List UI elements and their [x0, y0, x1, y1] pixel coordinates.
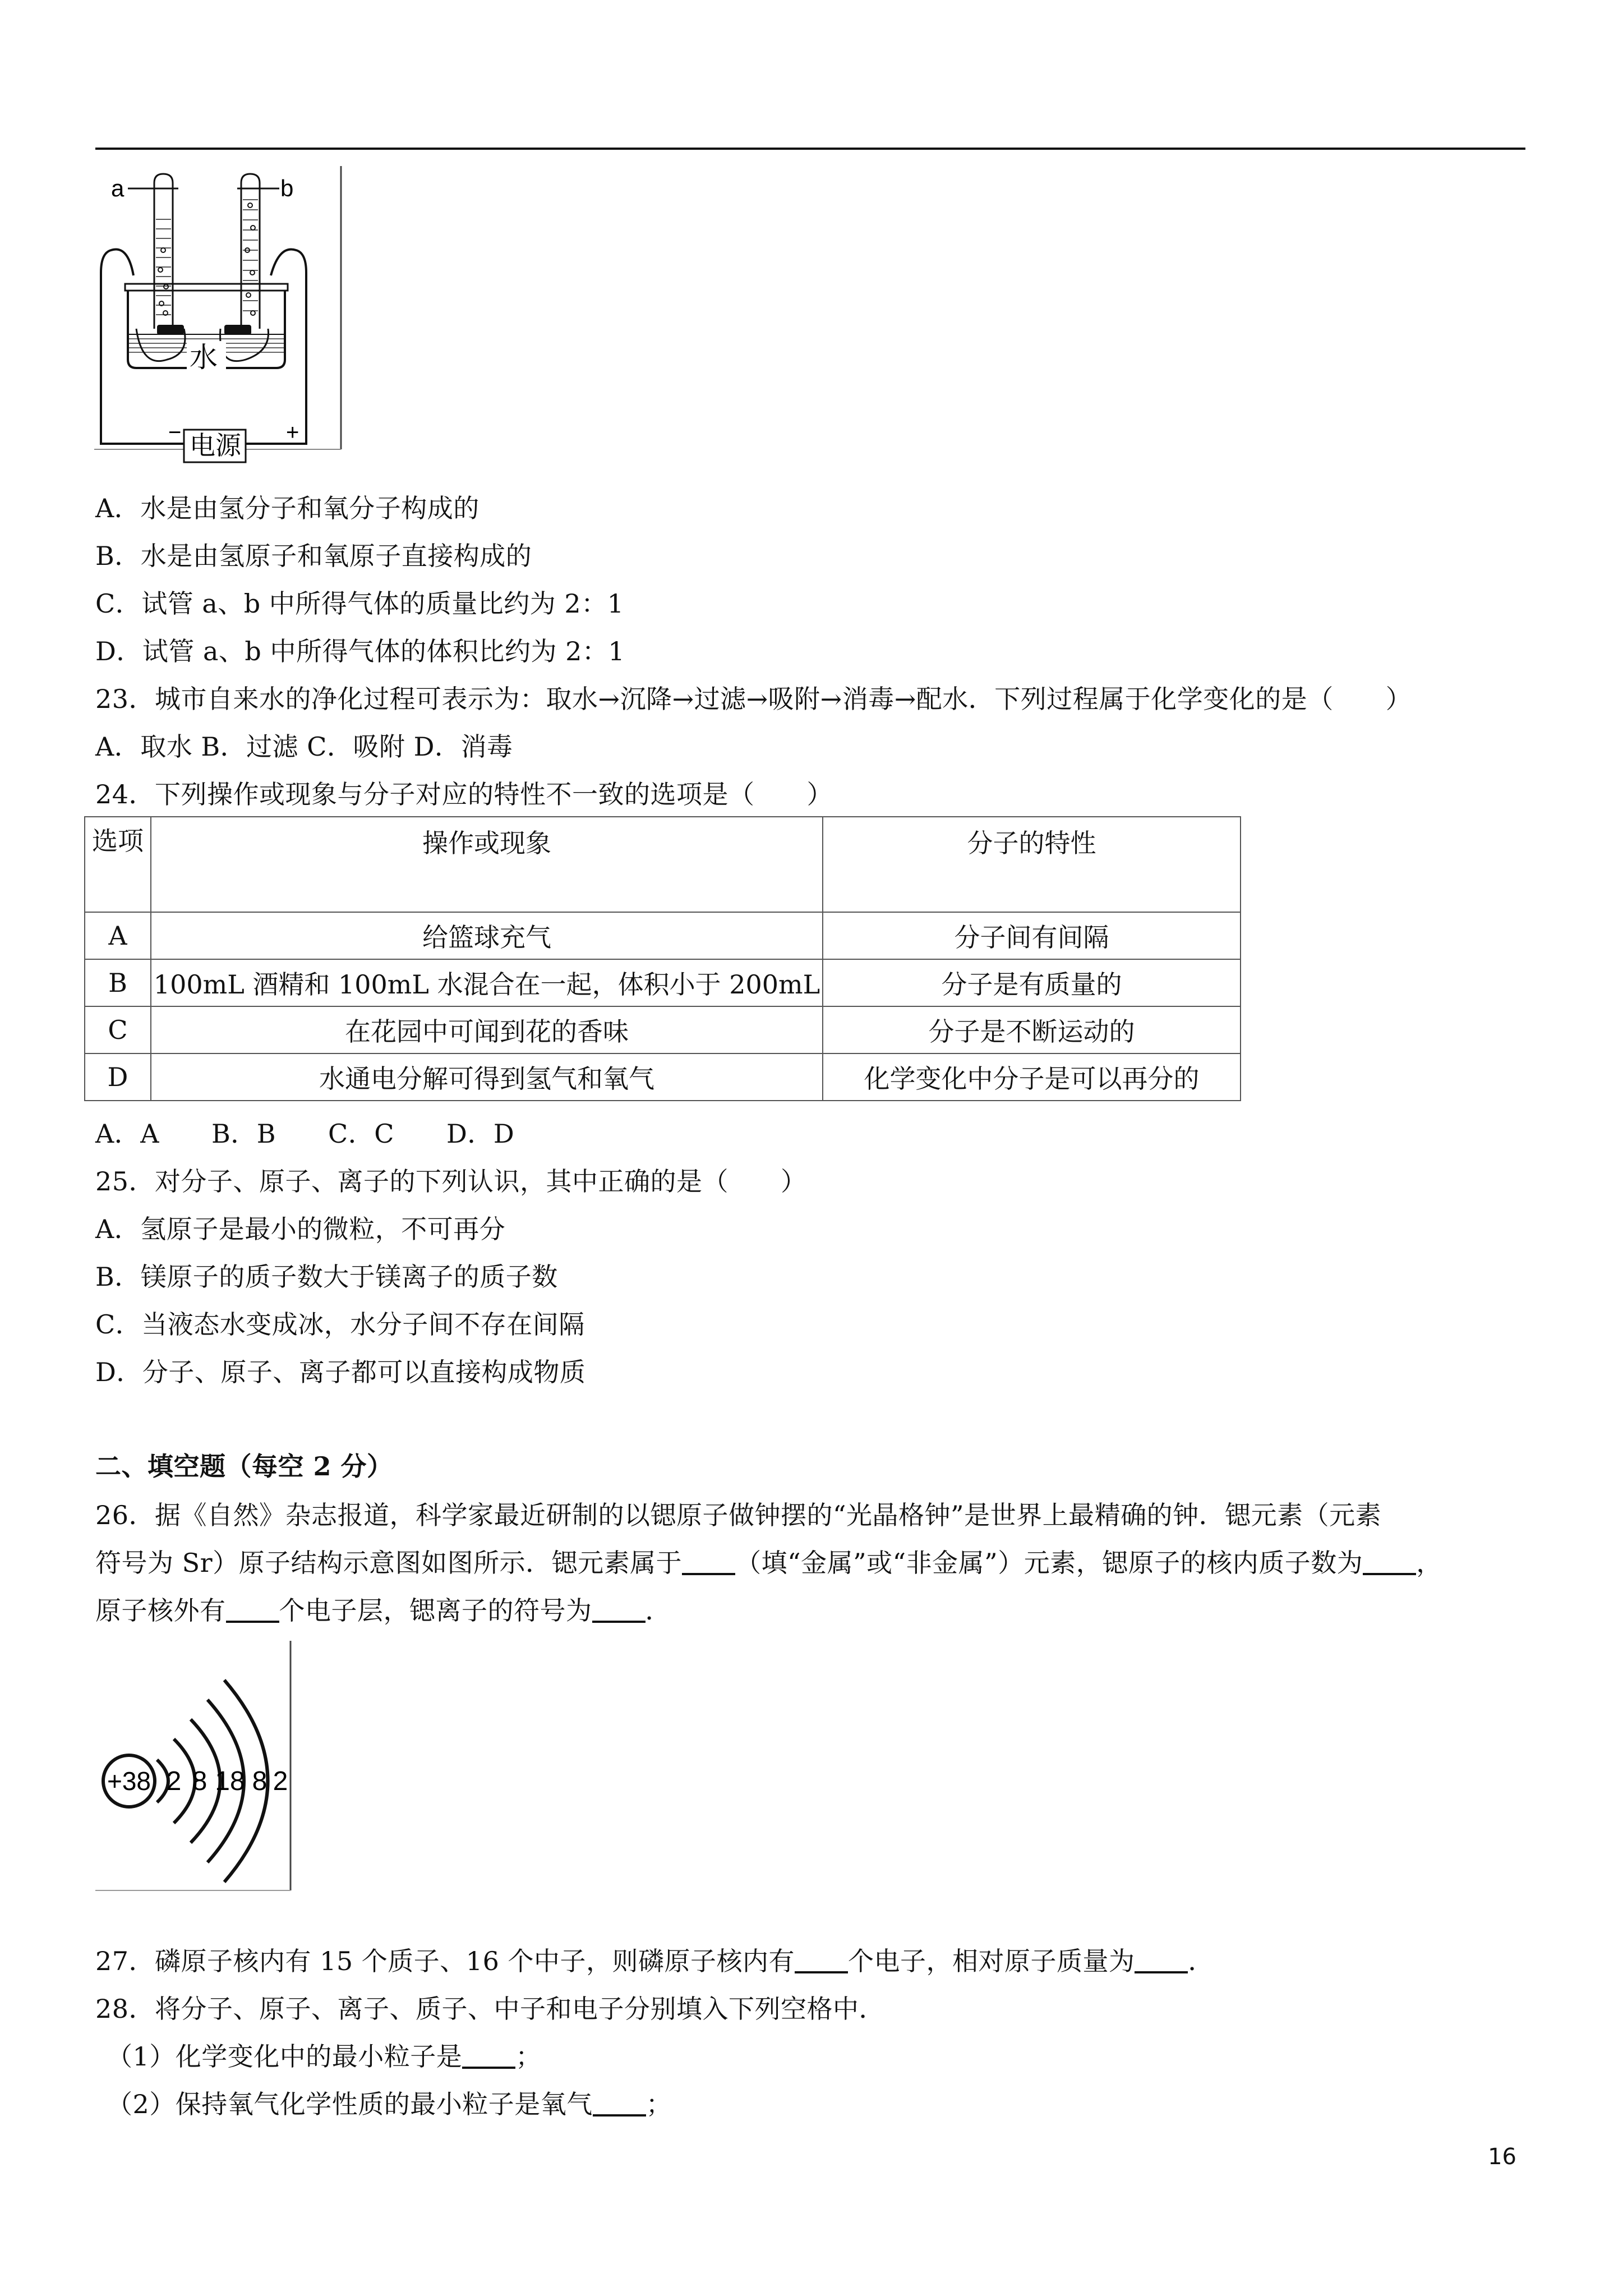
q25-option-c: C．当液态水变成冰，水分子间不存在间隔	[95, 1309, 585, 1340]
q26-line-2	[95, 1543, 1442, 1580]
q28-text: （1）化学变化中的最小粒子是	[107, 2041, 463, 2072]
q24-options: A．A B．B C．C D．D	[95, 1119, 515, 1149]
table-row	[85, 912, 1241, 959]
power-supply-label: 电源	[190, 430, 241, 461]
q22-option-d: D．试管 a、b 中所得气体的体积比约为 2：1	[95, 636, 625, 666]
section-title: 二、填空题（每空 2 分）	[95, 1451, 393, 1481]
row-d-option: D	[85, 1053, 151, 1101]
q22-option-b: B．水是由氢原子和氧原子直接构成的	[95, 541, 532, 571]
q26-text: ．	[645, 1595, 671, 1626]
q28-stem: 28．将分子、原子、离子、质子、中子和电子分别填入下列空格中．	[95, 1994, 886, 2024]
answer-blank	[462, 2041, 515, 2069]
row-a-option: A	[85, 912, 151, 959]
table-row	[85, 959, 1241, 1006]
q26-text: ，	[1416, 1548, 1442, 1578]
row-c-property: 分子是不断运动的	[823, 1006, 1241, 1053]
shell-1-count: 2	[166, 1766, 182, 1796]
row-d-property: 化学变化中分子是可以再分的	[823, 1053, 1241, 1101]
q28-sub-2	[107, 2084, 672, 2121]
answer-blank	[592, 1595, 645, 1623]
shell-5-count: 2	[273, 1766, 288, 1796]
q26-line-3	[95, 1590, 671, 1627]
answer-blank	[1135, 1945, 1188, 1973]
q26-text: 个电子层，锶离子的符号为	[279, 1595, 592, 1626]
header-operation: 操作或现象	[151, 817, 823, 912]
minus-label: −	[168, 420, 182, 445]
row-d-operation: 水通电分解可得到氢气和氧气	[151, 1053, 823, 1101]
q27-text: ．	[1188, 1946, 1214, 1976]
shell-3-count: 18	[215, 1766, 245, 1796]
q27-text: 个电子，相对原子质量为	[847, 1946, 1135, 1976]
q28-text: ；	[515, 2041, 542, 2072]
row-b-operation: 100mL 酒精和 100mL 水混合在一起，体积小于 200mL	[151, 959, 823, 1006]
q24-table	[84, 816, 1241, 1101]
row-a-operation: 给篮球充气	[151, 912, 823, 959]
q24-stem: 24．下列操作或现象与分子对应的特性不一致的选项是（ ）	[95, 779, 833, 809]
tube-a-label: a	[111, 175, 125, 201]
shell-4-count: 8	[252, 1766, 268, 1796]
page-number: 16	[1488, 2144, 1516, 2170]
electrolysis-apparatus-figure	[94, 166, 347, 469]
q22-option-a: A．水是由氢分子和氧分子构成的	[95, 493, 479, 523]
q28-text: ；	[645, 2089, 672, 2119]
row-c-option: C	[85, 1006, 151, 1053]
strontium-atom-diagram	[95, 1641, 297, 1893]
q28-text: （2）保持氧气化学性质的最小粒子是氧气	[107, 2089, 593, 2119]
plus-label: +	[286, 420, 299, 445]
answer-blank	[682, 1547, 735, 1575]
answer-blank	[593, 2088, 646, 2116]
water-label: 水	[190, 341, 218, 374]
answer-blank	[1363, 1547, 1416, 1575]
row-b-option: B	[85, 959, 151, 1006]
q27-text: 27．磷原子核内有 15 个质子、16 个中子，则磷原子核内有	[95, 1946, 795, 1976]
table-row	[85, 1053, 1241, 1101]
answer-blank	[795, 1945, 848, 1973]
tube-b-label: b	[280, 175, 294, 201]
row-b-property: 分子是有质量的	[823, 959, 1241, 1006]
q26-text: 符号为 Sr）原子结构示意图如图所示．锶元素属于	[95, 1548, 683, 1578]
table-row	[85, 1006, 1241, 1053]
q23-stem: 23．城市自来水的净化过程可表示为：取水→沉降→过滤→吸附→消毒→配水．下列过程属于化学变化的是（ ）	[95, 684, 1412, 714]
header-rule	[95, 148, 1525, 150]
q25-stem: 25．对分子、原子、离子的下列认识，其中正确的是（ ）	[95, 1166, 807, 1197]
nucleus-label: +38	[107, 1766, 151, 1796]
answer-blank	[226, 1595, 279, 1623]
q25-option-d: D．分子、原子、离子都可以直接构成物质	[95, 1357, 586, 1387]
q22-option-c: C．试管 a、b 中所得气体的质量比约为 2：1	[95, 588, 624, 619]
row-a-property: 分子间有间隔	[823, 912, 1241, 959]
header-option: 选项	[85, 817, 151, 912]
shell-2-count: 8	[192, 1766, 208, 1796]
q23-options: A．取水 B．过滤 C．吸附 D．消毒	[95, 731, 513, 762]
q25-option-b: B．镁原子的质子数大于镁离子的质子数	[95, 1262, 558, 1292]
q25-option-a: A．氢原子是最小的微粒，不可再分	[95, 1214, 506, 1244]
q26-text: （填“金属”或“非金属”）元素，锶原子的核内质子数为	[735, 1548, 1363, 1578]
q26-line-1: 26．据《自然》杂志报道，科学家最近研制的以锶原子做钟摆的“光晶格钟”是世界上最精确的钟．锶元素（元素	[95, 1500, 1382, 1530]
q27-line	[95, 1941, 1214, 1978]
row-c-operation: 在花园中可闻到花的香味	[151, 1006, 823, 1053]
q26-text: 原子核外有	[95, 1595, 226, 1626]
header-property: 分子的特性	[823, 817, 1241, 912]
q28-sub-1	[107, 2036, 542, 2073]
table-header-row	[85, 817, 1241, 912]
